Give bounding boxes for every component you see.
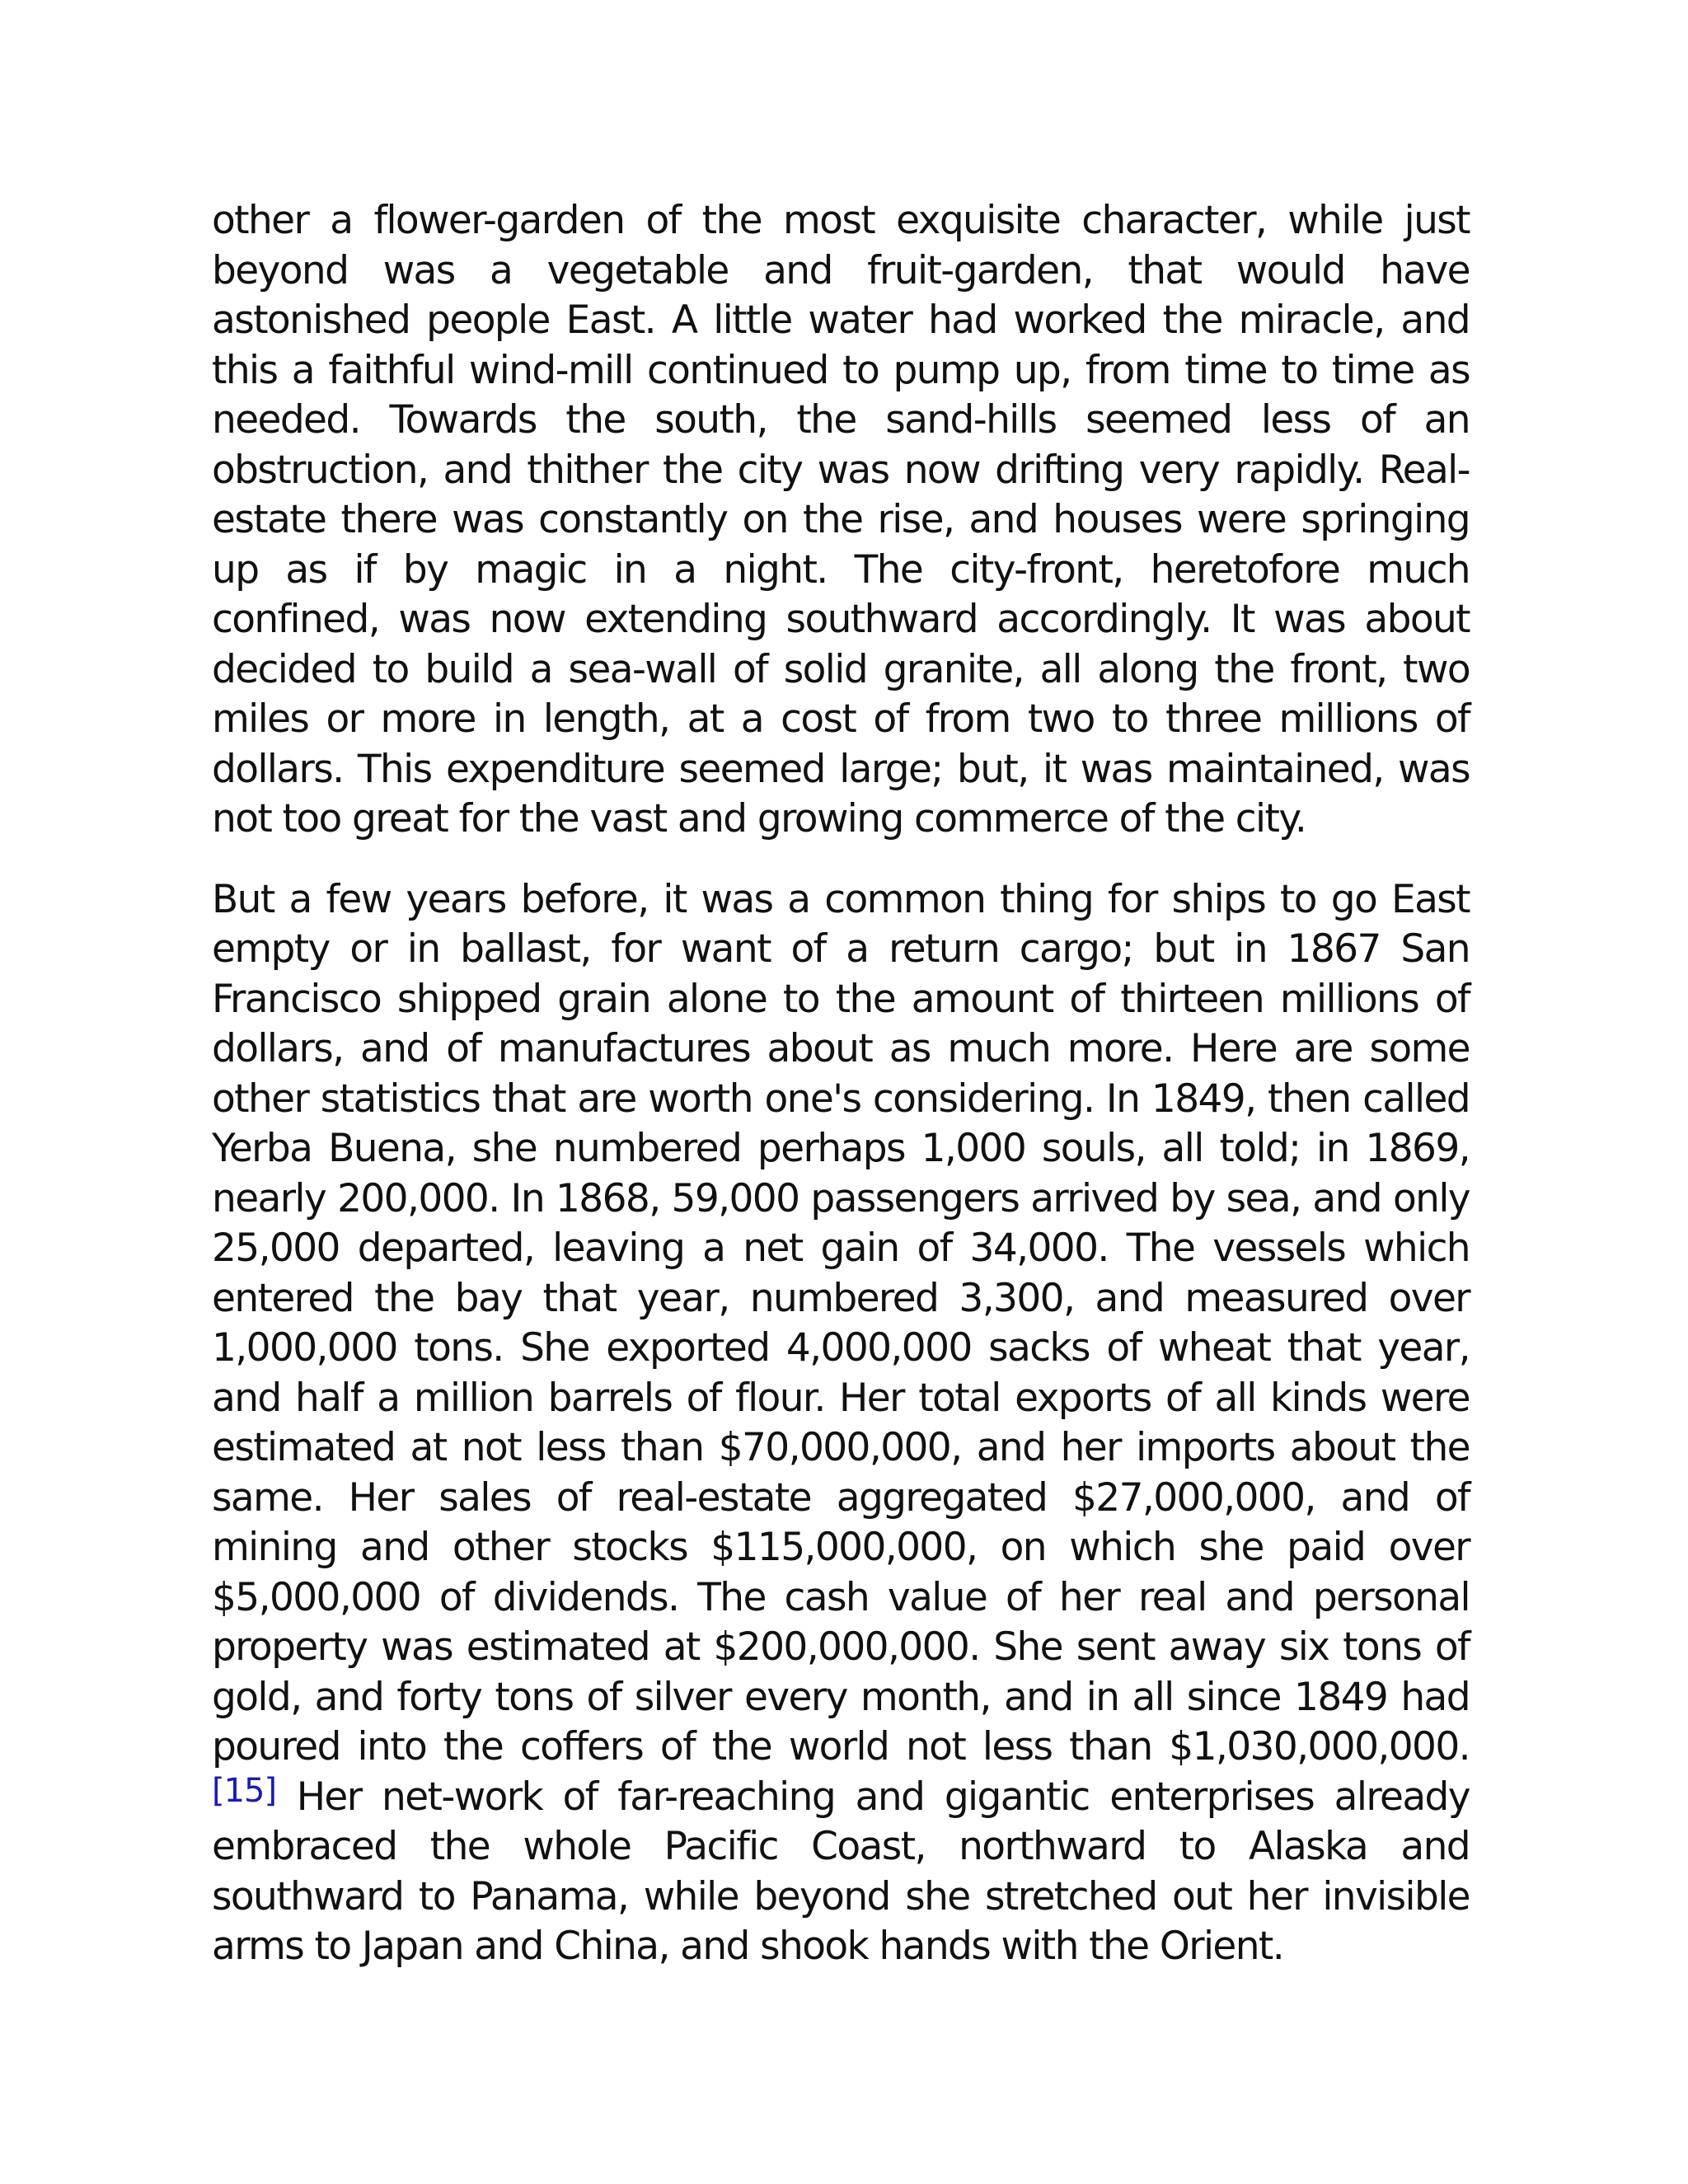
footnote-link[interactable]: [15] [212,1771,277,1810]
document-page [212,196,1470,1972]
paragraph-garden: other a flower-garden of the most exquisite character, while just beyond was a vegetable and fruit-garden, that would have astonished people East. A little water had worked the miracle, and this a faithful wind-mill continued to pump up, from time to time as needed. Towards the south, the sand-hills seemed less of an obstruction, and thither the city was now drifting very rapidly. Real-estate there was constantly on the rise, and houses were springing up as if by magic in a night. The city-front, heretofore much confined, was now extending southward accordingly. It was about decided to build a sea-wall of solid granite, all along the front, two miles or more in length, at a cost of from two to three millions of dollars. This expenditure seemed large; but, it was maintained, was not too great for the vast and growing commerce of the city. [212,198,1470,841]
paragraph-statistics [212,875,1470,1972]
paragraph-statistics-continuation: Her net-work of far-reaching and gigantic enterprises already embraced the whole Pacific Coast, northward to Alaska and southward to Panama, while beyond she stretched out her invisible arms to Japan and China, and shook hands with the Orient. [212,1774,1470,1969]
paragraph-statistics-text: But a few years before, it was a common thing for ships to go East empty or in ballast, for want of a return cargo; but in 1867 San Francisco shipped grain alone to the amount of thirteen millions of dollars, and of manufactures about as much more. Here are some other statistics that are worth one's considering. In 1849, then called Yerba Buena, she numbered perhaps 1,000 souls, all told; in 1869, nearly 200,000. In 1868, 59,000 passengers arrived by sea, and only 25,000 departed, leaving a net gain of 34,000. The vessels which entered the bay that year, numbered 3,300, and measured over 1,000,000 tons. She exported 4,000,000 sacks of wheat that year, and half a million barrels of flour. Her total exports of all kinds were estimated at not less than $70,000,000, and her imports about the same. Her sales of real-estate aggregated $27,000,000, and of mining and other stocks $115,000,000, on which she paid over $5,000,000 of dividends. The cash value of her real and personal property was estimated at $200,000,000. She sent away six tons of gold, and forty tons of silver every month, and in all since 1849 had poured into the coffers of the world not less than $1,030,000,000. [212,876,1470,1769]
